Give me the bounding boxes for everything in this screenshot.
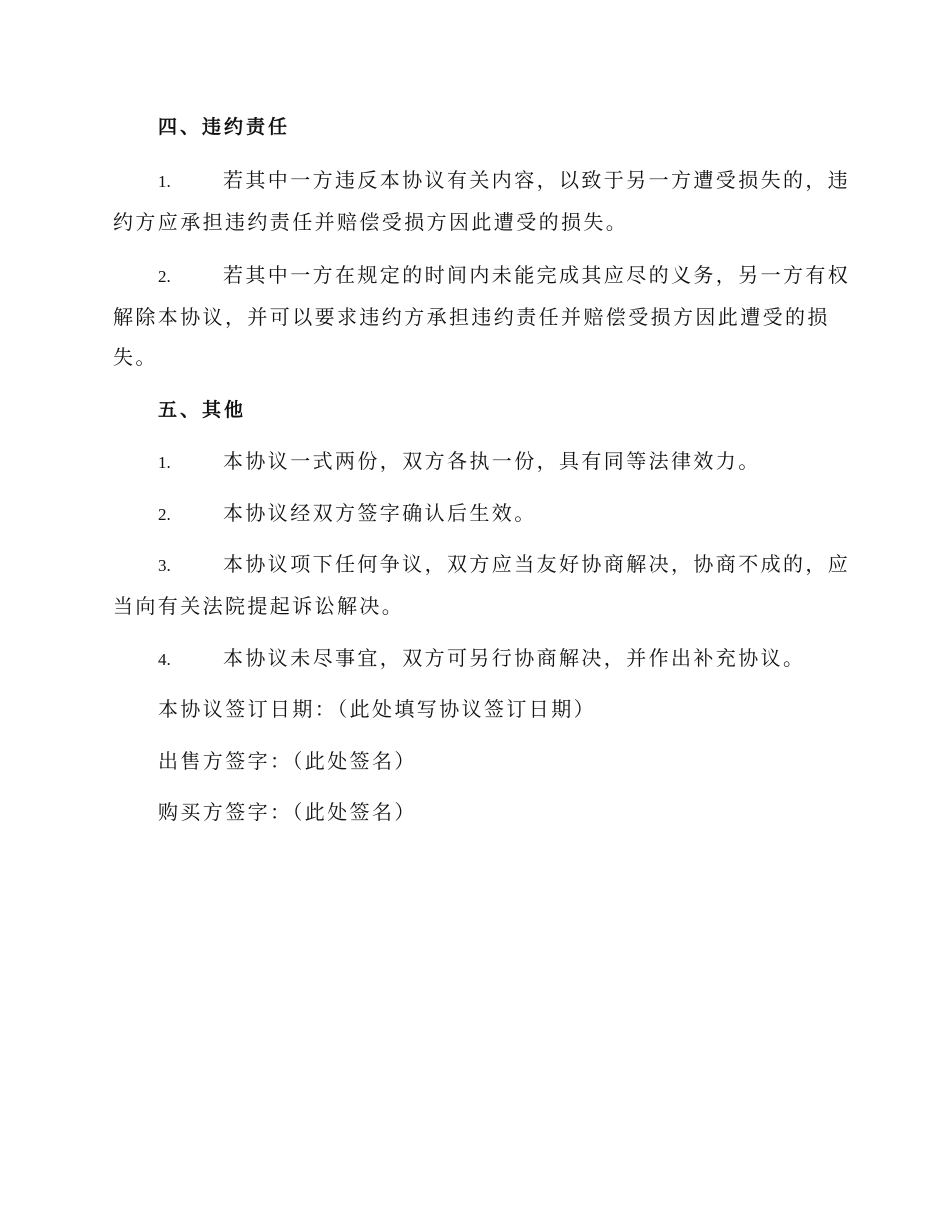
section-heading-other: 五、其他: [158, 399, 247, 421]
clause-text: 解除本协议，并可以要求违约方承担违约责任并赔偿受损方因此遭受的损: [113, 305, 830, 329]
clause-line: [113, 638, 833, 680]
clause-text: 失。: [113, 345, 158, 369]
clause-text: 本协议项下任何争议，双方应当友好协商解决，协商不成的，应: [223, 552, 851, 576]
section-heading-breach: 四、违约责任: [158, 116, 291, 138]
clause-text: 若其中一方在规定的时间内未能完成其应尽的义务，另一方有权: [223, 263, 851, 287]
clause-other-2: [113, 493, 833, 535]
clause-line: [113, 160, 851, 202]
clause-text: 约方应承担违约责任并赔偿受损方因此遭受的损失。: [113, 210, 629, 234]
clause-line: [113, 493, 833, 535]
clause-other-1: [113, 441, 833, 483]
clause-breach-1: [113, 160, 851, 242]
clause-number: 1.: [158, 172, 171, 191]
clause-number: 3.: [158, 556, 171, 575]
clause-number: 1.: [158, 453, 171, 472]
clause-text: 若其中一方违反本协议有关内容，以致于另一方遭受损失的，违: [223, 168, 851, 192]
clause-other-4: [113, 638, 833, 680]
clause-number: 4.: [158, 650, 171, 669]
seller-signature-line: 出售方签字：（此处签名）: [158, 749, 417, 773]
clause-number: 2.: [158, 267, 171, 286]
clause-text: 本协议一式两份，双方各执一份，具有同等法律效力。: [223, 449, 761, 473]
clause-line: [113, 544, 851, 586]
clause-line: [113, 255, 851, 297]
buyer-signature-line: 购买方签字：（此处签名）: [158, 800, 417, 824]
clause-other-3: [113, 544, 851, 626]
clause-text: 当向有关法院提起诉讼解决。: [113, 594, 405, 618]
signing-date-line: 本协议签订日期：（此处填写协议签订日期）: [158, 697, 596, 721]
clause-text: 本协议经双方签字确认后生效。: [223, 501, 537, 525]
clause-line: [113, 441, 833, 483]
clause-breach-2: [113, 255, 851, 377]
clause-number: 2.: [158, 505, 171, 524]
clause-text: 本协议未尽事宜，双方可另行协商解决，并作出补充协议。: [223, 646, 806, 670]
